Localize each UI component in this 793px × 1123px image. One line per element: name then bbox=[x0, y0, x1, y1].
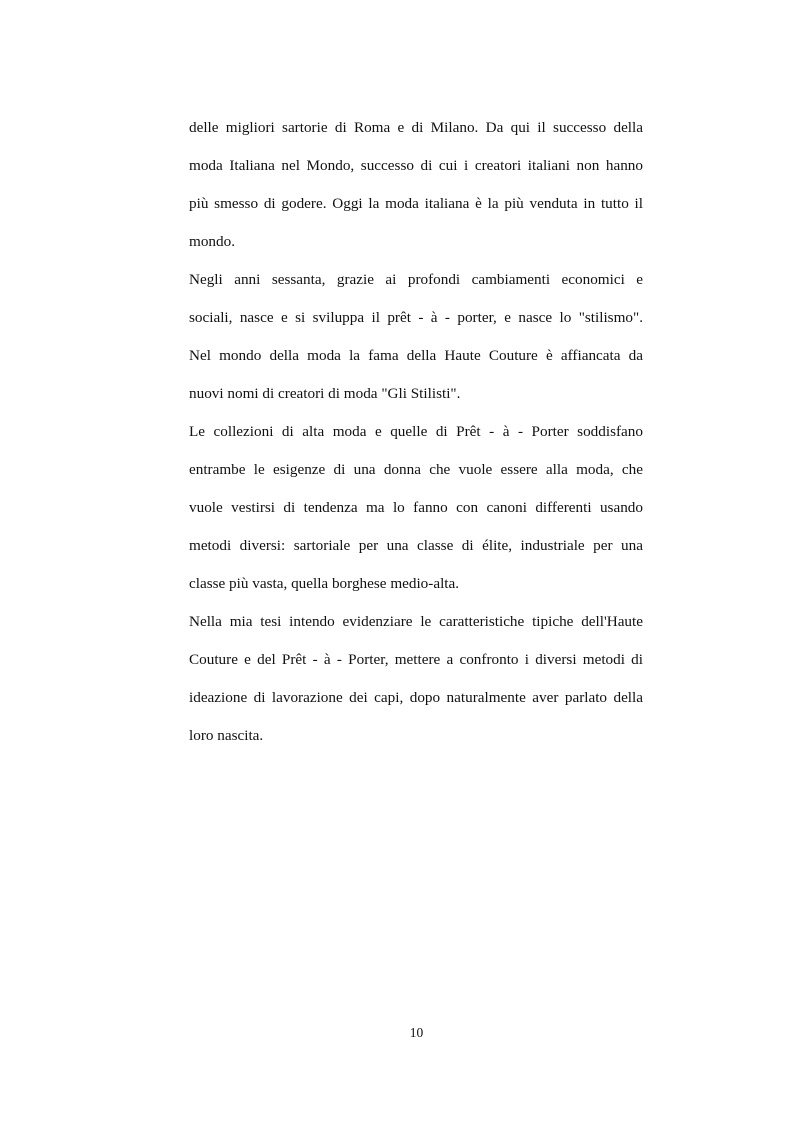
page-number: 10 bbox=[409, 1025, 424, 1040]
text-line: Nella mia tesi intendo evidenziare le caratteristiche tipiche dell'Haute bbox=[189, 613, 643, 630]
text-line: loro nascita. bbox=[189, 727, 264, 744]
paragraph-1 bbox=[189, 109, 643, 261]
body-text bbox=[189, 109, 643, 755]
text-line: Negli anni sessanta, grazie ai profondi cambiamenti economici e bbox=[189, 271, 643, 288]
text-line: delle migliori sartorie di Roma e di Milano. Da qui il successo della bbox=[189, 119, 643, 136]
text-line: nuovi nomi di creatori di moda "Gli Stilisti". bbox=[189, 385, 461, 402]
paragraph-3 bbox=[189, 413, 643, 603]
text-line: Nel mondo della moda la fama della Haute Couture è affiancata da bbox=[189, 347, 643, 364]
text-line: vuole vestirsi di tendenza ma lo fanno con canoni differenti usando bbox=[189, 499, 643, 516]
text-line: moda Italiana nel Mondo, successo di cui i creatori italiani non hanno bbox=[189, 157, 643, 174]
text-line: più smesso di godere. Oggi la moda italiana è la più venduta in tutto il bbox=[189, 195, 643, 212]
text-line: sociali, nasce e si sviluppa il prêt - à - porter, e nasce lo "stilismo". bbox=[189, 309, 643, 326]
text-line: mondo. bbox=[189, 233, 235, 250]
text-line: ideazione di lavorazione dei capi, dopo naturalmente aver parlato della bbox=[189, 689, 643, 706]
text-line: classe più vasta, quella borghese medio-alta. bbox=[189, 575, 460, 592]
paragraph-4 bbox=[189, 603, 643, 755]
text-line: entrambe le esigenze di una donna che vuole essere alla moda, che bbox=[189, 461, 643, 478]
text-line: metodi diversi: sartoriale per una classe di élite, industriale per una bbox=[189, 537, 643, 554]
text-line: Le collezioni di alta moda e quelle di Prêt - à - Porter soddisfano bbox=[189, 423, 643, 440]
paragraph-2 bbox=[189, 261, 643, 413]
text-line: Couture e del Prêt - à - Porter, mettere a confronto i diversi metodi di bbox=[189, 651, 643, 668]
